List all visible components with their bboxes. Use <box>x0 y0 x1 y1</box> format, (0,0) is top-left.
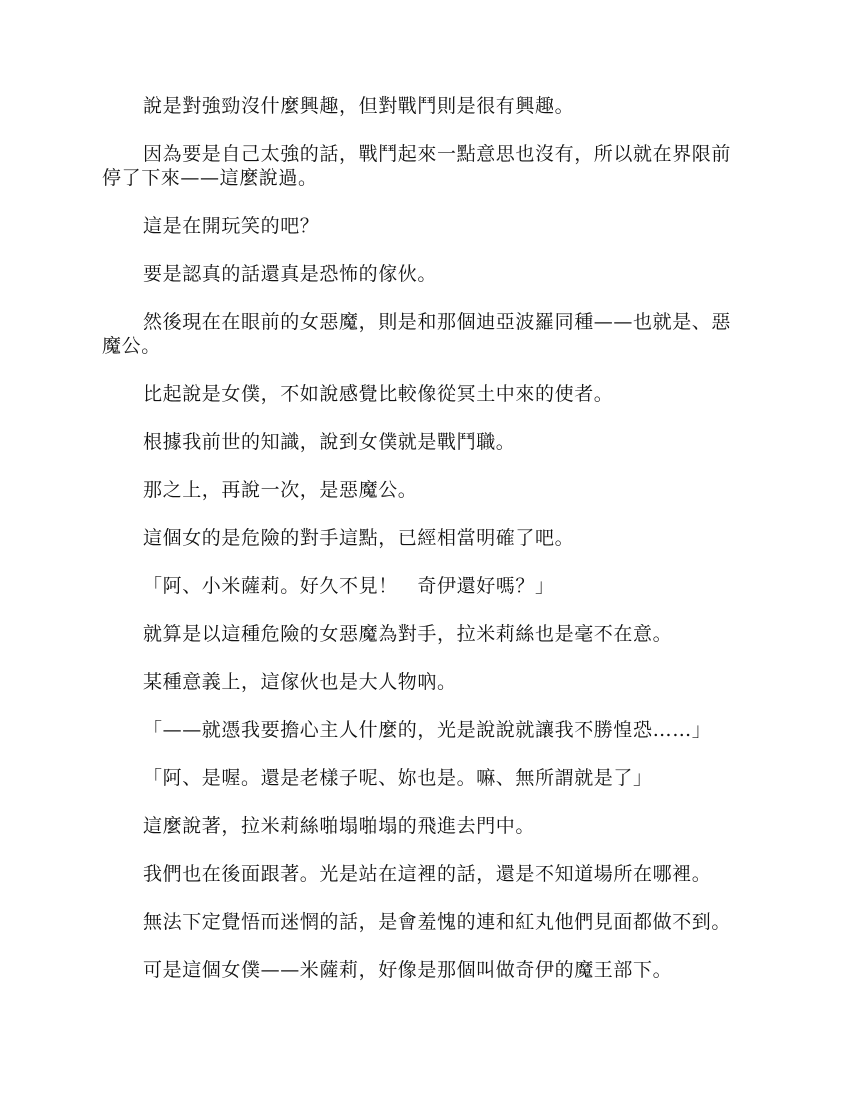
paragraph: 這是在開玩笑的吧？ <box>143 215 320 237</box>
paragraph: 因為要是自己太強的話，戰鬥起來一點意思也沒有，所以就在界限前停了下來——這麼說過。 <box>102 143 732 189</box>
paragraph: 可是這個女僕——米薩莉，好像是那個叫做奇伊的魔王部下。 <box>143 959 673 981</box>
paragraph: 某種意義上，這傢伙也是大人物吶。 <box>143 671 457 693</box>
dialogue-paragraph: 「阿、是喔。還是老樣子呢、妳也是。嘛、無所謂就是了」 <box>143 767 653 789</box>
text-body <box>102 94 742 1006</box>
paragraph: 說是對強勁沒什麼興趣，但對戰鬥則是很有興趣。 <box>143 95 575 117</box>
paragraph: 就算是以這種危險的女惡魔為對手，拉米莉絲也是毫不在意。 <box>143 623 673 645</box>
paragraph: 那之上，再說一次，是惡魔公。 <box>143 479 418 501</box>
paragraph: 無法下定覺悟而迷惘的話，是會羞愧的連和紅丸他們見面都做不到。 <box>143 911 732 933</box>
paragraph: 我們也在後面跟著。光是站在這裡的話，還是不知道場所在哪裡。 <box>143 863 712 885</box>
paragraph: 然後現在在眼前的女惡魔，則是和那個迪亞波羅同種——也就是、惡魔公。 <box>102 311 732 357</box>
paragraph: 比起說是女僕，不如說感覺比較像從冥土中來的使者。 <box>143 383 614 405</box>
paragraph: 根據我前世的知識，說到女僕就是戰鬥職。 <box>143 431 516 453</box>
dialogue-paragraph: 「——就憑我要擔心主人什麼的，光是說說就讓我不勝惶恐……」 <box>143 719 712 741</box>
paragraph: 這個女的是危險的對手這點，已經相當明確了吧。 <box>143 527 575 549</box>
paragraph: 這麼說著，拉米莉絲啪塌啪塌的飛進去門中。 <box>143 815 536 837</box>
paragraph: 要是認真的話還真是恐怖的傢伙。 <box>143 263 438 285</box>
dialogue-paragraph: 「阿、小米薩莉。好久不見！ 奇伊還好嗎？」 <box>143 575 555 597</box>
